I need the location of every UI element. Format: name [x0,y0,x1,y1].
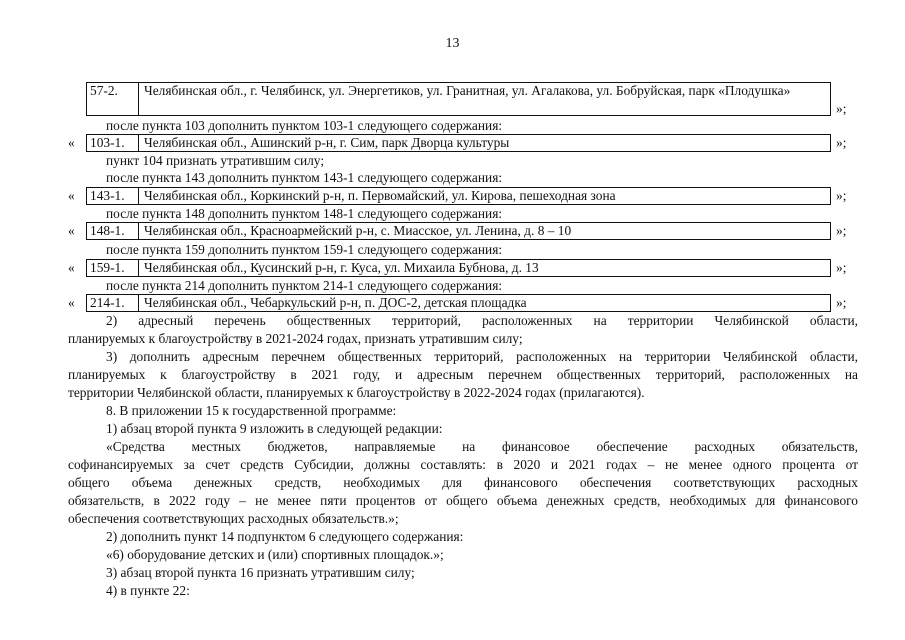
address-table-row [86,222,831,240]
section-8-heading: 8. В приложении 15 к государственной программе: [106,403,397,418]
table-entry-103-1 [68,134,858,152]
closing-quote: »; [836,135,847,150]
opening-quote: « [68,260,75,275]
table-entry-57-2 [68,82,858,120]
closing-quote: »; [836,223,847,238]
item-address: Челябинская обл., Красноармейский р-н, с. Миасское, ул. Ленина, д. 8 – 10 [144,223,572,238]
item-number: 159-1. [87,260,139,276]
closing-quote: »; [836,295,847,310]
item-address: Челябинская обл., Кусинский р-н, г. Куса, ул. Михаила Бубнова, д. 13 [144,260,539,275]
opening-quote: « [68,223,75,238]
address-table-row [86,187,831,205]
quote-line: обязательств, в 2022 году – не менее пяти процентов от общего объема денежных средств, необходимых для финансового [68,493,858,508]
item-number: 143-1. [87,188,139,204]
address-table-row [86,259,831,277]
table-entry-143-1 [68,187,858,205]
paragraph-8-2-quote: «6) оборудование детских и (или) спортивных площадок.»; [106,547,444,562]
address-table-row [86,134,831,152]
closing-quote: »; [836,260,847,275]
quote-line: общего объема денежных средств, необходимых для финансового обеспечения соответствующих расходных [68,475,858,490]
instruction-line: после пункта 103 дополнить пунктом 103-1 следующего содержания: [106,118,503,133]
table-entry-159-1 [68,259,858,277]
instruction-line: после пункта 214 дополнить пунктом 214-1 следующего содержания: [106,278,503,293]
item-address: Челябинская обл., Чебаркульский р-н, п. ДОС-2, детская площадка [144,295,527,310]
address-table-row [86,82,831,116]
page-number: 13 [445,36,460,51]
paragraph-8-1: 1) абзац второй пункта 9 изложить в следующей редакции: [106,421,443,436]
paragraph-2-line: планируемых к благоустройству в 2021-2024 годах, признать утратившим силу; [68,331,523,346]
opening-quote: « [68,188,75,203]
closing-quote: »; [836,188,847,203]
instruction-line: после пункта 148 дополнить пунктом 148-1 следующего содержания: [106,206,503,221]
paragraph-3-line: 3) дополнить адресным перечнем общественных территорий, расположенных на территории Челябинской области, [106,349,858,364]
table-entry-148-1 [68,222,858,240]
address-table-row [86,294,831,312]
item-address: Челябинская обл., г. Челябинск, ул. Энергетиков, ул. Гранитная, ул. Агалакова, ул. Бобруйская, парк «Плодушка» [144,83,791,98]
item-number: 148-1. [87,223,139,239]
opening-quote: « [68,295,75,310]
item-number: 57-2. [87,83,139,115]
instruction-line: после пункта 159 дополнить пунктом 159-1 следующего содержания: [106,242,503,257]
table-entry-214-1 [68,294,858,312]
item-number: 214-1. [87,295,139,311]
closing-quote: »; [836,101,847,116]
paragraph-8-2: 2) дополнить пункт 14 подпунктом 6 следующего содержания: [106,529,464,544]
quote-line: «Средства местных бюджетов, направляемые на финансовое обеспечение расходных обязательств, [106,439,858,454]
opening-quote: « [68,135,75,150]
item-number: 103-1. [87,135,139,151]
quote-line: обеспечения соответствующих расходных обязательств.»; [68,511,399,526]
paragraph-3-line: планируемых к благоустройству в 2021 году, и адресным перечнем общественных территорий, расположенных на [68,367,858,382]
paragraph-3-line: территории Челябинской области, планируемых к благоустройству в 2022-2024 годах (прилагаются). [68,385,645,400]
instruction-line: после пункта 143 дополнить пунктом 143-1 следующего содержания: [106,170,503,185]
item-address: Челябинская обл., Ашинский р-н, г. Сим, парк Дворца культуры [144,135,510,150]
paragraph-2-line: 2) адресный перечень общественных территорий, расположенных на территории Челябинской области, [106,313,858,328]
instruction-line: пункт 104 признать утратившим силу; [106,153,325,168]
quote-line: софинансируемых за счет средств Субсидии, должны составлять: в 2020 и 2021 годах – не менее одного процента от [68,457,858,472]
paragraph-8-3: 3) абзац второй пункта 16 признать утратившим силу; [106,565,415,580]
paragraph-8-4: 4) в пункте 22: [106,583,190,598]
item-address: Челябинская обл., Коркинский р-н, п. Первомайский, ул. Кирова, пешеходная зона [144,188,616,203]
